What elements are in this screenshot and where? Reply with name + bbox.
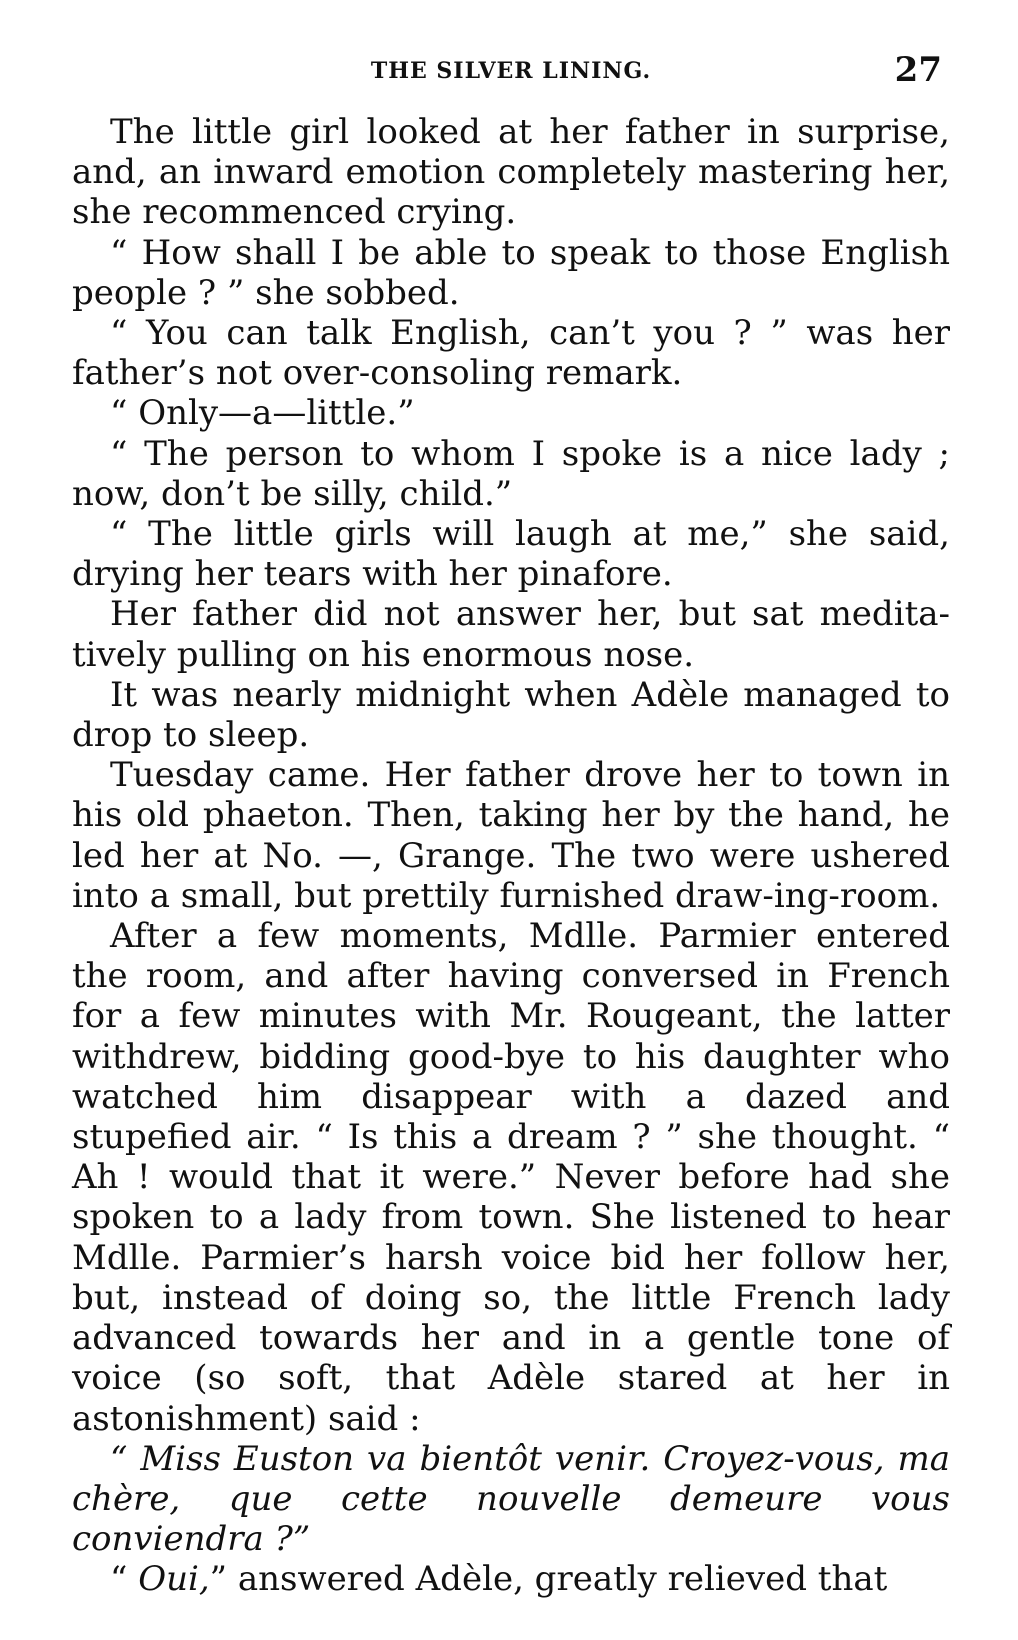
paragraph-3: “ You can talk English, can’t you ? ” was her father’s not over-consoling remark. bbox=[72, 313, 950, 394]
paragraph-8: It was nearly midnight when Adèle managed to drop to sleep. bbox=[72, 674, 950, 756]
book-page bbox=[72, 48, 950, 1600]
paragraph-2: “ How shall I be able to speak to those English people ? ” she sobbed. bbox=[72, 232, 950, 313]
paragraph-10: After a few moments, Mdlle. Parmier entered the room, and after having conversed in French for a few minutes with Mr. Rougeant, the latter withdrew, bidding good-bye to his daughter who watched him disappear with a dazed and stupefied air. “ Is this a dream ? ” she thought. “ Ah ! would that it were.” Never before had she spoken to a lady from town. She listened to hear Mdlle. Parmier’s harsh voice bid her follow her, but, instead of doing so, the little French lady advanced towards her and in a gentle tone of voice (so soft, that Adèle stared at her in astonishment) said : bbox=[72, 916, 950, 1439]
open-quote: “ bbox=[110, 1559, 139, 1600]
body-text bbox=[72, 112, 950, 1600]
paragraph-6: “ The little girls will laugh at me,” she said, drying her tears with her pinafore. bbox=[72, 514, 950, 595]
running-header bbox=[72, 48, 950, 96]
paragraph-1: The little girl looked at her father in surprise, and, an inward emotion completely mastering her, she recommenced crying. bbox=[72, 112, 950, 233]
french-quote: “ Miss Euston va bientôt venir. Croyez-vous, ma chère, que cette nouvelle demeure vous conviendra ?” bbox=[72, 1438, 950, 1560]
paragraph-5: “ The person to whom I spoke is a nice lady ; now, don’t be silly, child.” bbox=[72, 433, 950, 514]
page-number: 27 bbox=[894, 50, 942, 90]
oui-word: Oui, bbox=[138, 1559, 210, 1600]
paragraph-9: Tuesday came. Her father drove her to town in his old phaeton. Then, taking her by the hand, he led her at No. —, Grange. The two were ushered into a small, but prettily furnished draw-ing-room. bbox=[72, 755, 950, 916]
paragraph-4: “ Only—a—little.” bbox=[110, 393, 415, 434]
paragraph-last bbox=[72, 1559, 950, 1599]
paragraph-7: Her father did not answer her, but sat medita-tively pulling on his enormous nose. bbox=[72, 594, 950, 675]
last-line-rest: ” answered Adèle, greatly relieved that bbox=[209, 1559, 888, 1600]
running-title: THE SILVER LINING. bbox=[370, 58, 652, 84]
